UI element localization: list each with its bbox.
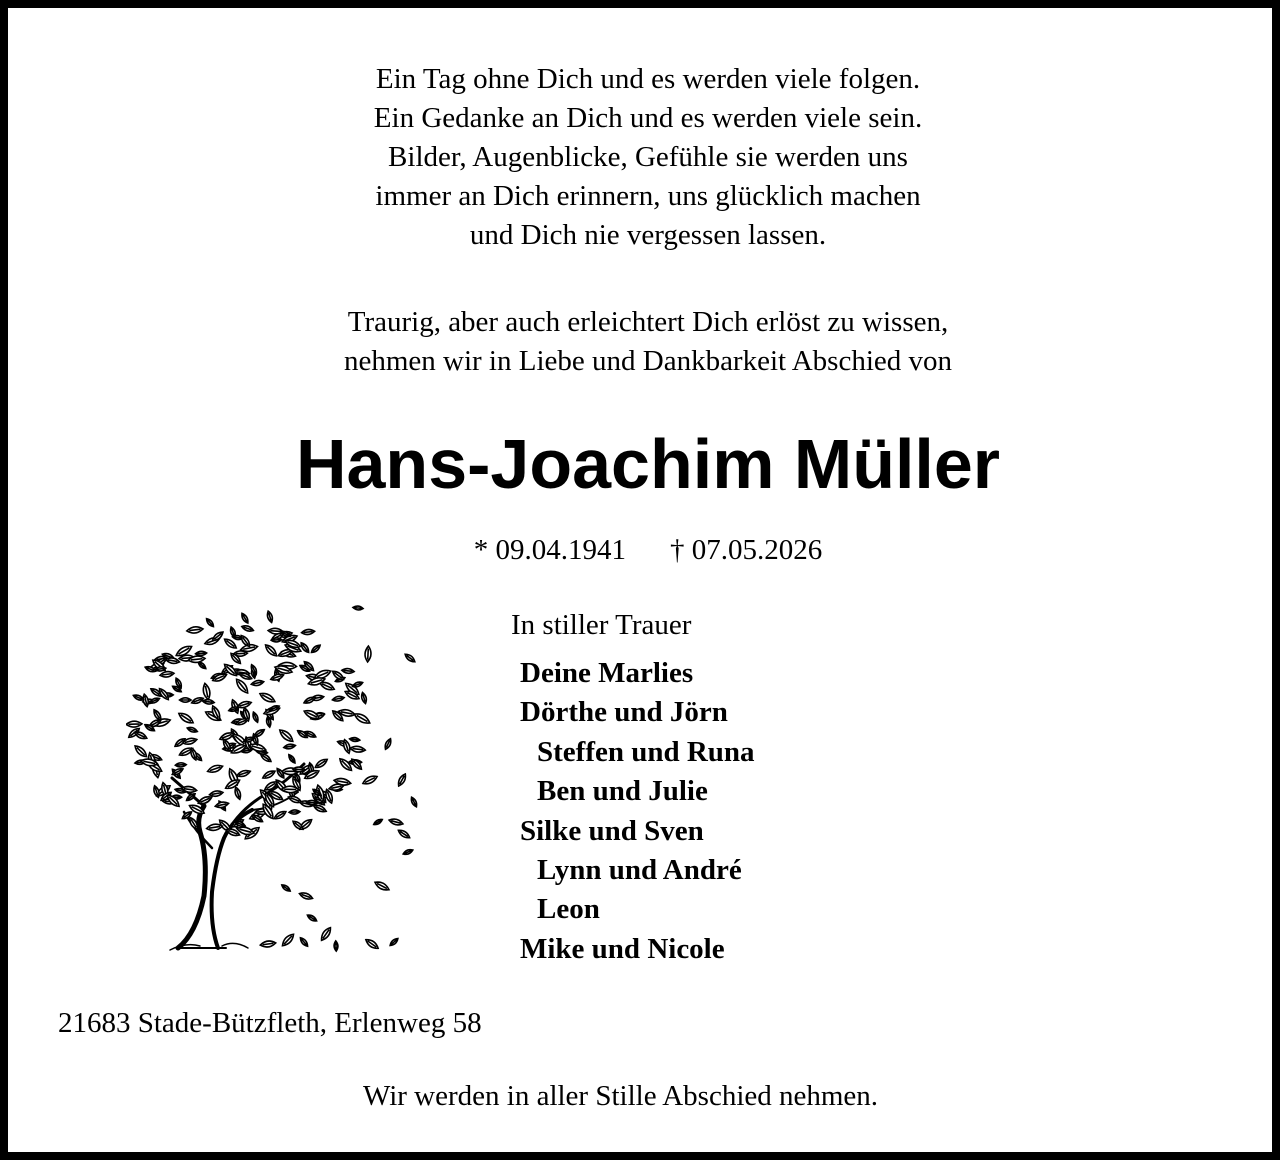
birth-date: * 09.04.1941 bbox=[473, 534, 626, 566]
intro-line: nehmen wir in Liebe und Dankbarkeit Abschied von bbox=[343, 345, 953, 377]
poem-verse bbox=[8, 60, 1280, 255]
verse-line: Ein Tag ohne Dich und es werden viele folgen. bbox=[375, 63, 921, 95]
verse-line: immer an Dich erinnern, uns glücklich machen bbox=[375, 180, 921, 212]
life-dates bbox=[8, 530, 1280, 570]
mourning-address: 21683 Stade-Bützfleth, Erlenweg 58 bbox=[58, 1007, 482, 1039]
verse-line: Ein Gedanke an Dich und es werden viele sein. bbox=[373, 102, 923, 134]
mourner-name: Steffen und Runa bbox=[537, 735, 755, 768]
verse-line: Bilder, Augenblicke, Gefühle sie werden uns bbox=[388, 141, 908, 173]
mourning-heading: In stiller Trauer bbox=[511, 609, 692, 641]
mourner-name: Deine Marlies bbox=[520, 657, 694, 689]
windblown-tree-icon bbox=[126, 596, 426, 956]
farewell-intro bbox=[8, 303, 1280, 381]
mourner-name: Mike und Nicole bbox=[520, 932, 725, 965]
intro-line: Traurig, aber auch erleichtert Dich erlöst zu wissen, bbox=[347, 306, 949, 338]
mourner-name: Dörthe und Jörn bbox=[520, 696, 728, 729]
mourners-list bbox=[520, 654, 755, 969]
closing-line: Wir werden in aller Stille Abschied nehmen. bbox=[363, 1080, 879, 1112]
verse-line: und Dich nie vergessen lassen. bbox=[469, 219, 827, 251]
mourner-name: Silke und Sven bbox=[520, 814, 704, 847]
mourner-name: Lynn und André bbox=[537, 854, 742, 887]
mourner-name: Ben und Julie bbox=[537, 775, 708, 808]
death-date: † 07.05.2026 bbox=[670, 534, 823, 566]
mourner-name: Leon bbox=[537, 893, 600, 926]
deceased-name: Hans-Joachim Müller bbox=[295, 425, 1001, 503]
